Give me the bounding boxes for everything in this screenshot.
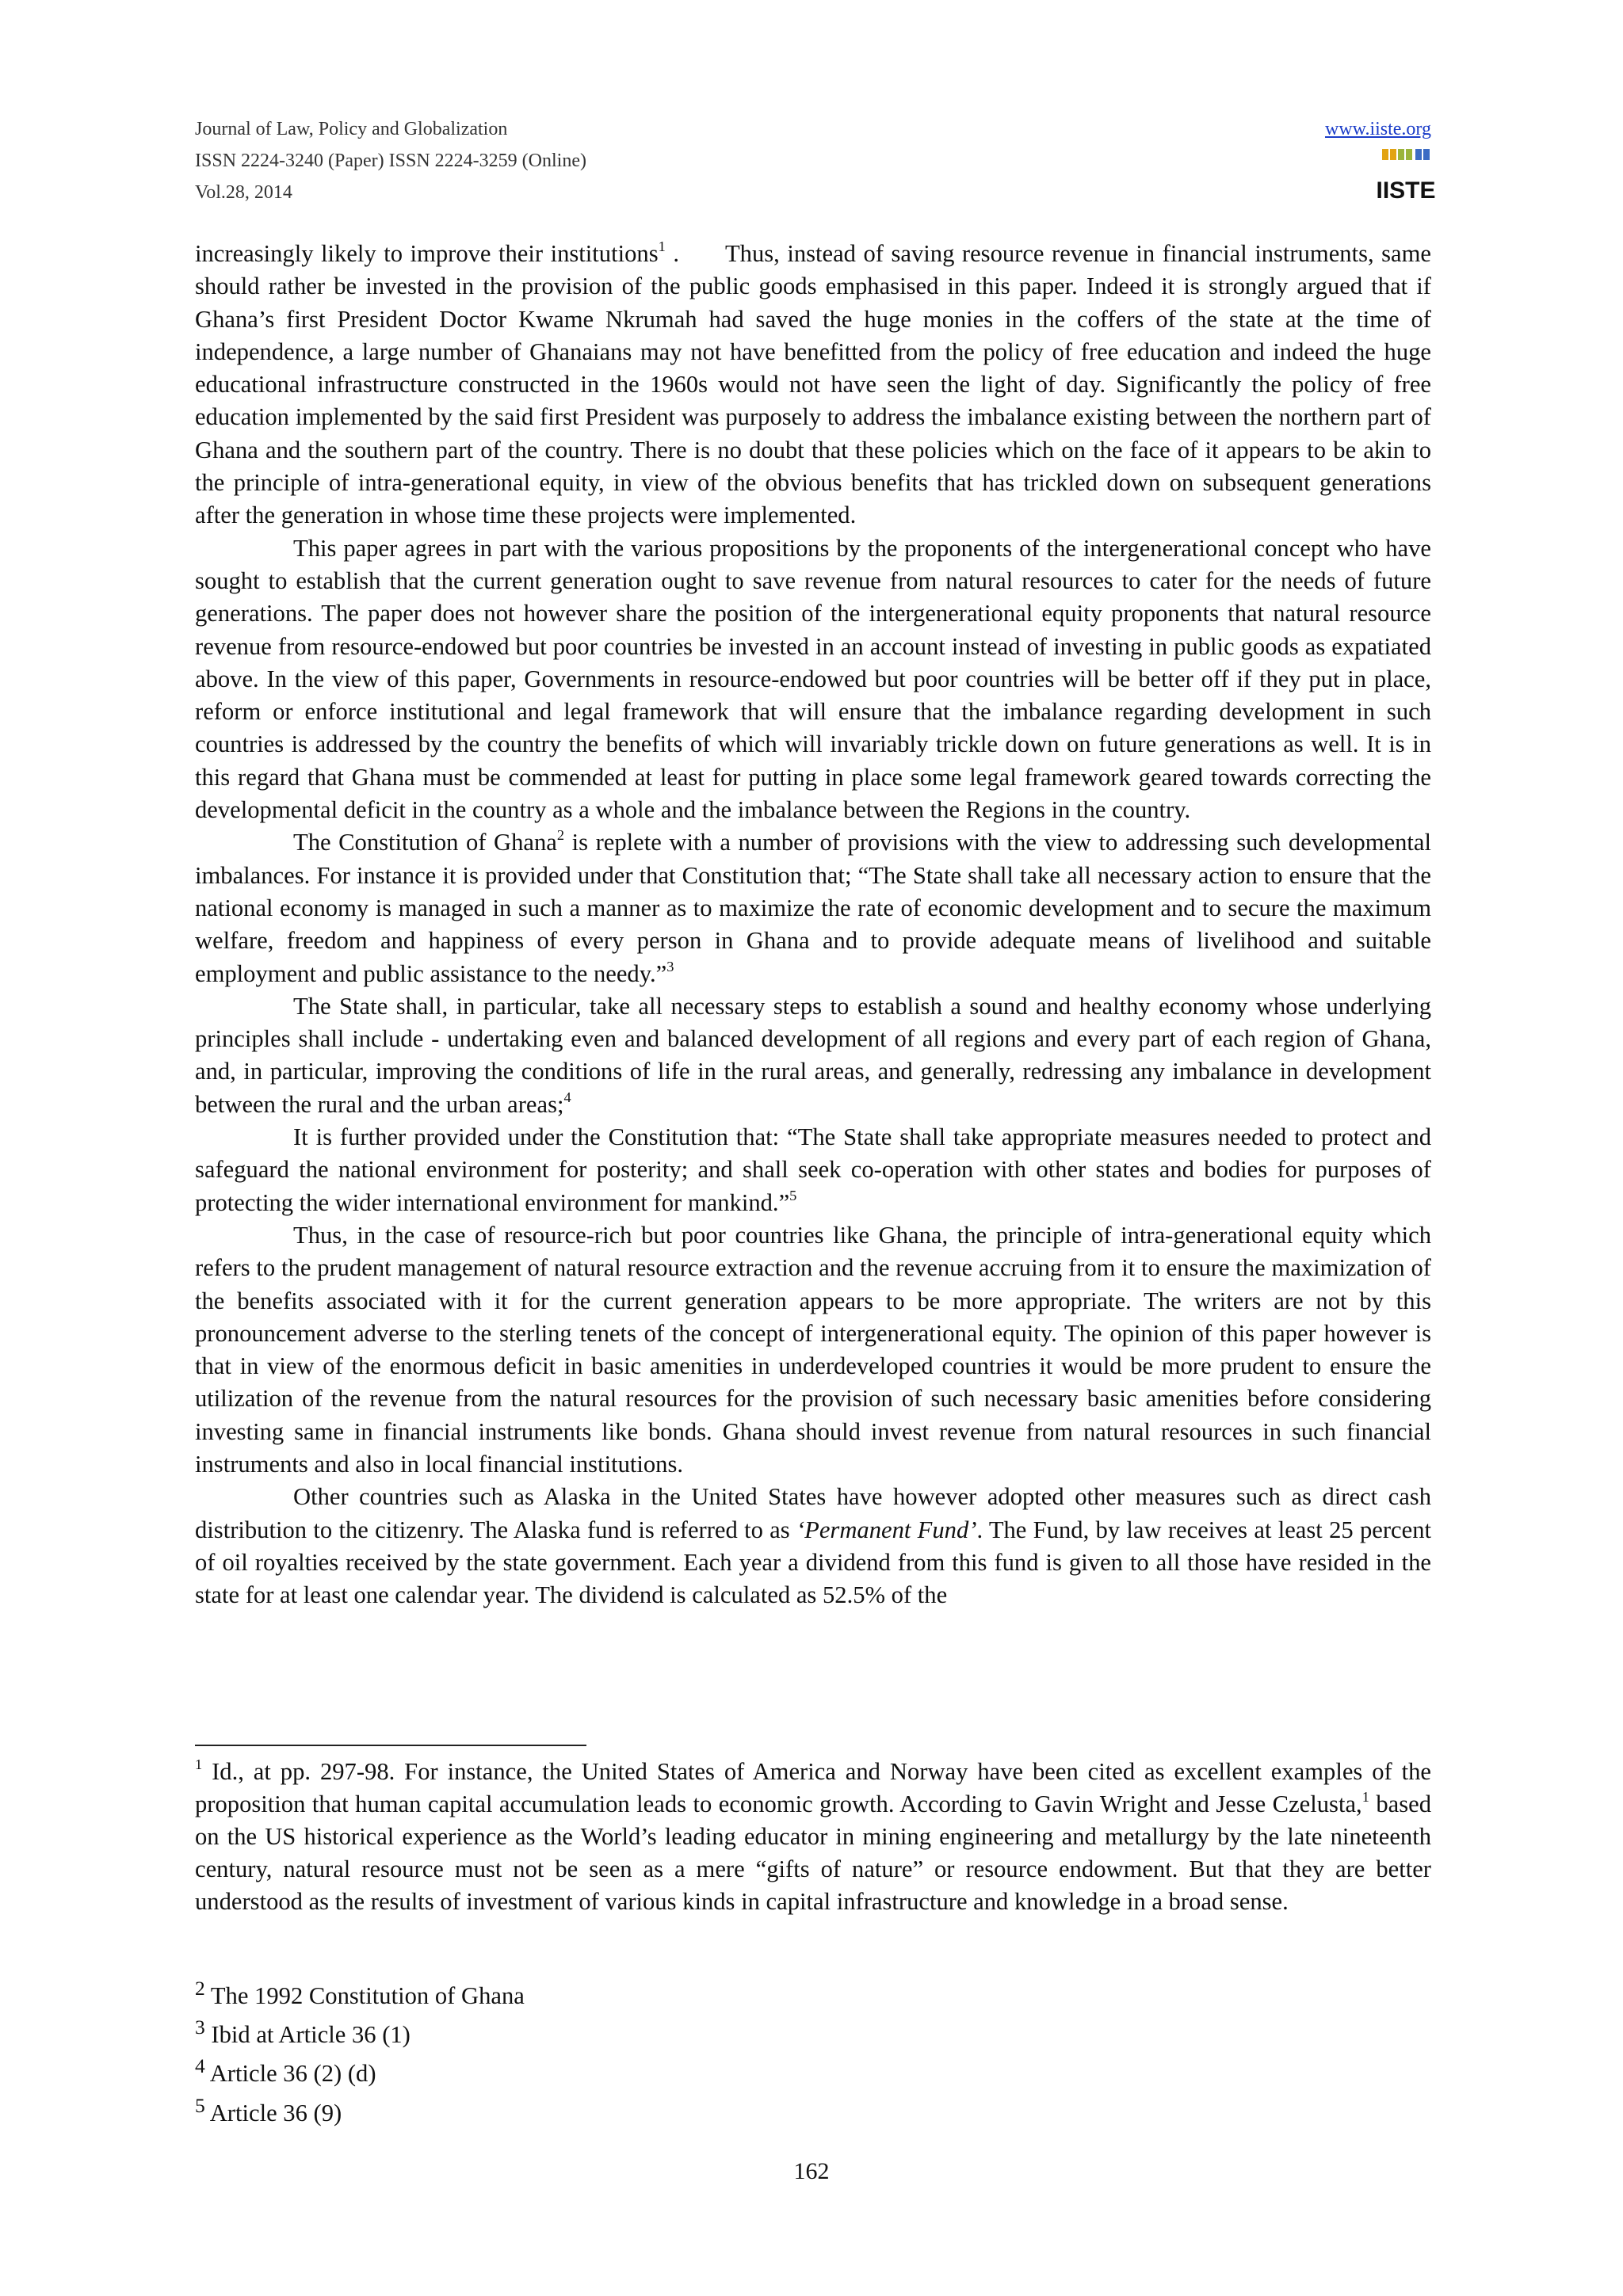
paragraph-5: It is further provided under the Constitution that: “The State shall take appropriate measures needed to protect and safeguard the national environment for posterity; and shall seek co-operation with other states and bodies for purposes of protecting the wider international environment for mankind.”$^5$ bbox=[195, 1123, 1431, 1216]
article-body bbox=[195, 238, 1431, 1611]
footnote-5: $^5$ Article 36 (9) bbox=[195, 2093, 342, 2126]
footnote-ref-3: 3 bbox=[666, 958, 674, 974]
paragraph-6: Thus, in the case of resource-rich but poor countries like Ghana, the principle of intra-generational equity which refers to the prudent management of natural resource extraction and the revenue accruing from it to ensure the maximization of the benefits associated with it for the current generation appears to be more appropriate. The writers are not by this pronouncement adverse to the sterling tenets of the concept of intergenerational equity. The opinion of this paper however is that in view of the enormous deficit in basic amenities in underdeveloped countries it would be more prudent to ensure the utilization of the revenue from the natural resources for the provision of such necessary basic amenities before considering investing same in financial instruments like bonds. Ghana should invest revenue from natural resources in such financial instruments and also in local financial institutions. bbox=[195, 1221, 1431, 1478]
footnote-ref-4: 4 bbox=[563, 1089, 571, 1105]
paragraph-1: increasingly likely to improve their institutions$^1$ . Thus, instead of saving resource revenue in financial instruments, same should rather be invested in the provision of the public goods emphasised in this paper. Indeed it is strongly argued that if Ghana’s first President Doctor Kwame Nkrumah had saved the huge monies in the coffers of the state at the time of independence, a large number of Ghanaians may not have benefitted from the policy of free education and indeed the huge educational infrastructure constructed in the 1960s would not have seen the light of day. Significantly the policy of free education implemented by the said first President was purposely to address the imbalance existing between the northern part of Ghana and the southern part of the country. There is no doubt that these policies which on the face of it appears to be akin to the principle of intra-generational equity, in view of the obvious benefits that has trickled down on subsequent generations after the generation in whose time these projects were implemented. bbox=[195, 238, 1432, 529]
logo-text: IISTE bbox=[1376, 177, 1436, 204]
paragraph-2: This paper agrees in part with the various propositions by the proponents of the intergenerational concept who have sought to establish that the current generation ought to save revenue from natural resources to cater for the needs of future generations. The paper does not however share the position of the intergenerational equity proponents that natural resource revenue from resource-endowed but poor countries be invested in an account instead of investing in public goods as expatiated above. In the view of this paper, Governments in resource-endowed but poor countries will be better off if they put in place, reform or enforce institutional and legal framework that will ensure that the imbalance regarding development in such countries is addressed by the country the benefits of which will invariably trickle down on future generations as well. It is in this regard that Ghana must be commended at least for putting in place some legal framework geared towards correcting the developmental deficit in the country as a whole and the imbalance between the Regions in the country. bbox=[195, 534, 1431, 824]
footnote-2: $^2$ The 1992 Constitution of Ghana bbox=[195, 1977, 525, 2010]
footnote-ref-1: 1 bbox=[658, 238, 666, 254]
footnote-list bbox=[195, 1973, 525, 2129]
paragraph-4: The State shall, in particular, take all necessary steps to establish a sound and healthy economy whose underlying principles shall include - undertaking even and balanced development of all regions and every part of each region of Ghana, and, in particular, improving the conditions of life in the rural areas, and generally, redressing any imbalance in development between the rural and the urban areas;$^4$ bbox=[195, 992, 1431, 1118]
iiste-logo bbox=[1376, 147, 1436, 204]
journal-title: Journal of Law, Policy and Globalization bbox=[195, 119, 508, 139]
journal-url-link[interactable]: www.iiste.org bbox=[1325, 119, 1431, 139]
footnote-1-number: 1 bbox=[195, 1756, 203, 1772]
footnote-1: $^1$ Id., at pp. 297-98. For instance, the United States of America and Norway have been cited as excellent examples of the proposition that human capital accumulation leads to economic growth. According to Gavin Wright and Jesse Czelusta,$^1$ based on the US historical experience as the World’s leading educator in mining engineering and metallurgy by the late nineteenth century, natural resource must not be seen as a mere “gifts of nature” or resource endowment. But that they are better understood as the results of investment of various kinds in capital infrastructure and knowledge in a broad sense. bbox=[195, 1756, 1431, 1915]
footnote-ref-5: 5 bbox=[789, 1187, 797, 1203]
page-number: 162 bbox=[793, 2158, 830, 2184]
journal-issn: ISSN 2224-3240 (Paper) ISSN 2224-3259 (Online) bbox=[195, 151, 586, 171]
footnote-3: $^3$ Ibid at Article 36 (1) bbox=[195, 2016, 411, 2049]
footnote-4: $^4$ Article 36 (2) (d) bbox=[195, 2054, 376, 2088]
paragraph-7: Other countries such as Alaska in the United States have however adopted other measures such as direct cash distribution to the citizenry. The Alaska fund is referred to as ‘Permanent Fund’. The Fund, by law receives at least 25 percent of oil royalties received by the state government. Each year a dividend from this fund is given to all those have resided in the state for at least one calendar year. The dividend is calculated as 52.5% of the bbox=[195, 1483, 1431, 1609]
permanent-fund-term: ‘Permanent Fund’ bbox=[796, 1516, 977, 1543]
footnote-ref-2: 2 bbox=[556, 827, 565, 844]
paragraph-3: The Constitution of Ghana$^2$ is replete with a number of provisions with the view to addressing such developmental imbalances. For instance it is provided under that Constitution that; “The State shall take all necessary action to ensure that the national economy is managed in such a manner as to maximize the rate of economic development and to secure the maximum welfare, freedom and happiness of every person in Ghana and to provide adequate means of livelihood and suitable employment and public assistance to the needy.”$^3$ bbox=[195, 827, 1431, 987]
journal-volume: Vol.28, 2014 bbox=[195, 182, 292, 203]
footnote-divider bbox=[195, 1745, 586, 1746]
